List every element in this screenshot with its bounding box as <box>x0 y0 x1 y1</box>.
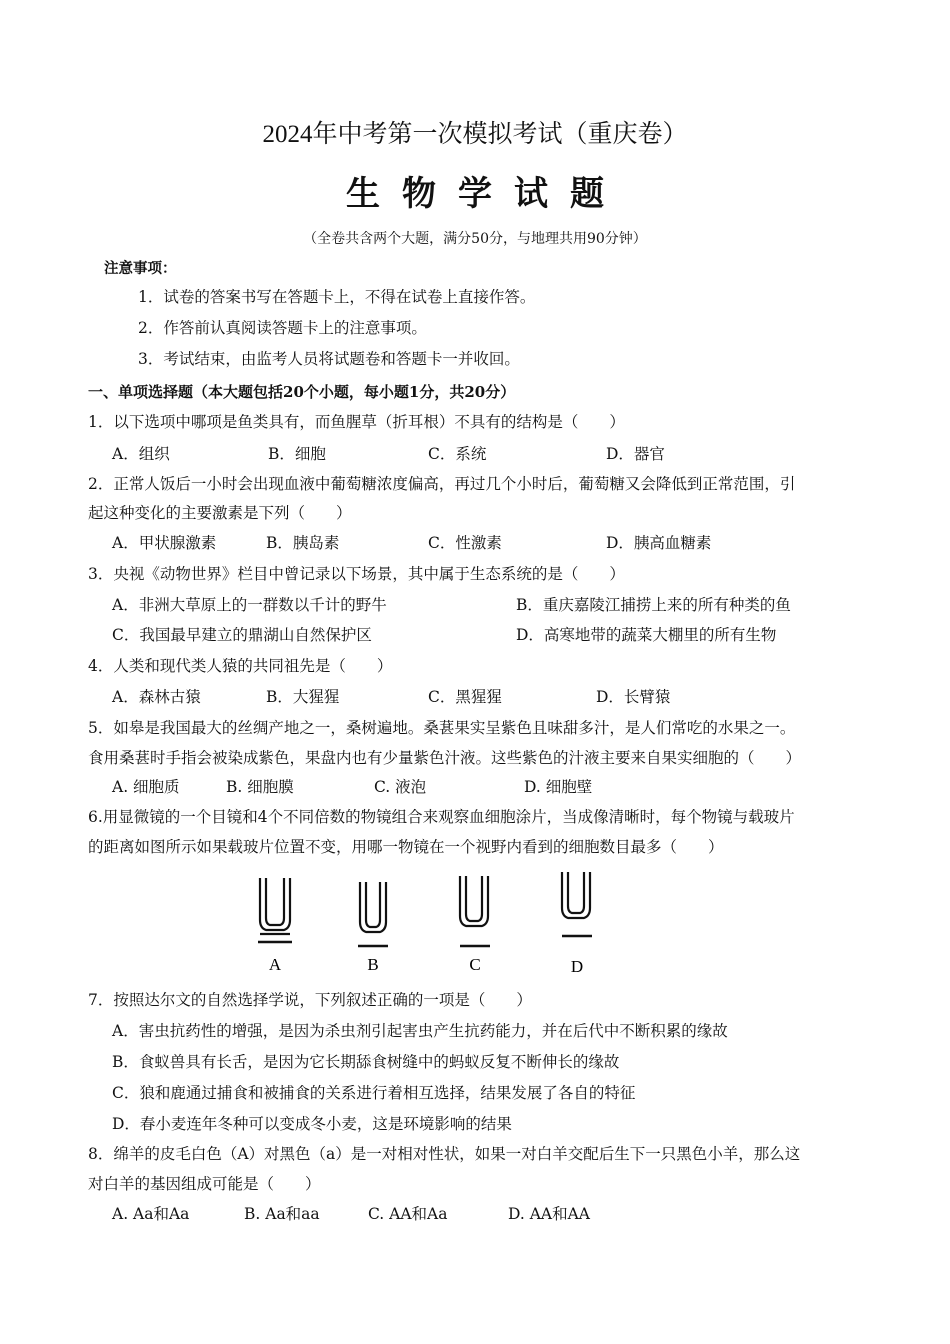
notice-item-3: 3．考试结束，由监考人员将试题卷和答题卡一并收回。 <box>138 350 520 368</box>
q3-option-d: D．高寒地带的蔬菜大棚里的所有生物 <box>516 626 777 644</box>
objective-lens-b <box>358 882 388 946</box>
q8-option-a: A. Aa和Aa <box>112 1205 190 1223</box>
q4-option-c: C．黑猩猩 <box>428 688 502 706</box>
question-5-stem-line1: 5．如皋是我国最大的丝绸产地之一，桑树遍地。桑葚果实呈紫色且味甜多汁，是人们常吃的水果之一。 <box>88 719 796 737</box>
q4-option-d: D．长臂猿 <box>596 688 671 706</box>
q1-option-c: C．系统 <box>428 445 487 463</box>
question-6-stem-line2: 的距离如图所示如果载玻片位置不变，用哪一物镜在一个视野内看到的细胞数目最多（ ） <box>88 838 724 856</box>
q3-option-b: B．重庆嘉陵江捕捞上来的所有种类的鱼 <box>516 596 791 614</box>
q8-option-b: B. Aa和aa <box>244 1205 320 1223</box>
q4-option-a: A．森林古猿 <box>112 688 201 706</box>
question-8-stem-line2: 对白羊的基因组成可能是（ ） <box>88 1175 321 1193</box>
q1-option-d: D．器官 <box>606 445 665 463</box>
figure-label-c: C <box>469 955 481 974</box>
question-1-stem: 1．以下选项中哪项是鱼类具有，而鱼腥草（折耳根）不具有的结构是（ ） <box>88 413 625 431</box>
question-4-stem: 4．人类和现代类人猿的共同祖先是（ ） <box>88 657 393 675</box>
q5-option-d: D. 细胞壁 <box>524 778 593 796</box>
figure-label-d: D <box>570 957 584 976</box>
q2-option-b: B．胰岛素 <box>266 534 340 552</box>
q1-option-b: B．细胞 <box>268 445 326 463</box>
q5-option-c: C. 液泡 <box>374 778 427 796</box>
question-5-stem-line2: 食用桑葚时手指会被染成紫色，果盘内也有少量紫色汁液。这些紫色的汁液主要来自果实细胞的（ ） <box>88 749 802 767</box>
section-heading: 一、单项选择题（本大题包括20个小题，每小题1分，共20分） <box>88 383 516 401</box>
objective-lens-d <box>562 872 592 936</box>
objective-lens-figure <box>250 870 610 980</box>
q3-option-c: C．我国最早建立的鼎湖山自然保护区 <box>112 626 372 644</box>
q4-option-b: B．大猩猩 <box>266 688 340 706</box>
exam-title: 2024年中考第一次模拟考试（重庆卷） <box>262 121 688 148</box>
q8-option-c: C. AA和Aa <box>368 1205 448 1223</box>
q2-option-d: D．胰高血糖素 <box>606 534 712 552</box>
question-3-stem: 3．央视《动物世界》栏目中曾记录以下场景，其中属于生态系统的是（ ） <box>88 565 625 583</box>
notice-heading: 注意事项： <box>104 260 177 277</box>
notice-item-2: 2．作答前认真阅读答题卡上的注意事项。 <box>138 319 427 337</box>
q7-option-c: C．狼和鹿通过捕食和被捕食的关系进行着相互选择，结果发展了各自的特征 <box>112 1084 636 1102</box>
q7-option-d: D．春小麦连年冬种可以变成冬小麦，这是环境影响的结果 <box>112 1115 512 1133</box>
q2-option-c: C．性激素 <box>428 534 502 552</box>
q7-option-a: A．害虫抗药性的增强，是因为杀虫剂引起害虫产生抗药能力，并在后代中不断积累的缘故 <box>112 1022 728 1040</box>
q5-option-a: A. 细胞质 <box>112 778 180 796</box>
question-7-stem: 7．按照达尔文的自然选择学说，下列叙述正确的一项是（ ） <box>88 991 532 1009</box>
question-6-stem-line1: 6.用显微镜的一个目镜和4个不同倍数的物镜组合来观察血细胞涂片，当成像清晰时，每个物镜与载玻片 <box>88 808 795 826</box>
objective-lens-c <box>460 876 490 946</box>
question-2-stem-line2: 起这种变化的主要激素是下列（ ） <box>88 504 352 522</box>
question-2-stem-line1: 2．正常人饭后一小时会出现血液中葡萄糖浓度偏高，再过几个小时后，葡萄糖又会降低到正常范围，引 <box>88 475 796 493</box>
q1-option-a: A．组织 <box>112 445 170 463</box>
notice-item-1: 1．试卷的答案书写在答题卡上，不得在试卷上直接作答。 <box>138 288 536 306</box>
exam-subtitle: （全卷共含两个大题，满分50分，与地理共用90分钟） <box>303 231 647 247</box>
q3-option-a: A．非洲大草原上的一群数以千计的野牛 <box>112 596 387 614</box>
figure-label-a: A <box>268 955 282 974</box>
objective-lens-a <box>258 878 292 942</box>
q2-option-a: A．甲状腺激素 <box>112 534 217 552</box>
subject-title: 生物学试题 <box>346 174 626 214</box>
figure-label-b: B <box>367 955 379 974</box>
q7-option-b: B．食蚁兽具有长舌，是因为它长期舔食树缝中的蚂蚁反复不断伸长的缘故 <box>112 1053 620 1071</box>
q5-option-b: B. 细胞膜 <box>226 778 294 796</box>
q8-option-d: D. AA和AA <box>508 1205 591 1223</box>
question-8-stem-line1: 8．绵羊的皮毛白色（A）对黑色（a）是一对相对性状，如果一对白羊交配后生下一只黑色小羊，那么这 <box>88 1145 801 1163</box>
